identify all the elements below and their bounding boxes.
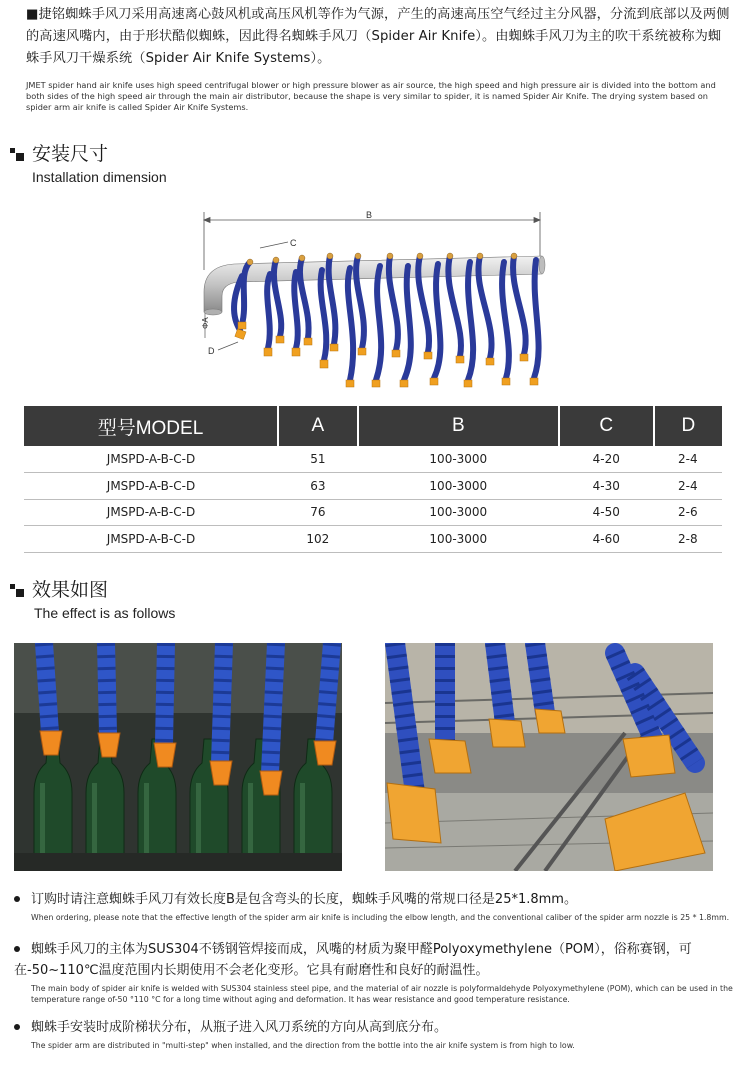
header-c: C: [559, 406, 654, 446]
cell-c: 4-50: [559, 499, 654, 526]
cell-d: 2-8: [654, 526, 722, 553]
cell-model: JMSPD-A-B-C-D: [24, 446, 278, 473]
header-a: A: [278, 406, 358, 446]
spider-air-knife-diagram: [190, 204, 560, 396]
cell-model: JMSPD-A-B-C-D: [24, 526, 278, 553]
intro-english-paragraph: JMET spider hand air knife uses high speed centrifugal blower or high pressure blower as air source, the high speed and high pressure air is divided into the bottom and both sides of the high speed air through the main air distributor, because the shape is very similar to spider, it is named Spider Air Knife. The drying system based on spider arm air knife is called Spider Air Knife Systems.: [26, 80, 716, 112]
note-cn: 蜘蛛手安装时成阶梯状分布，从瓶子进入风刀系统的方向从高到底分布。: [31, 1020, 448, 1035]
cell-d: 2-6: [654, 499, 722, 526]
install-title-cn: 安装尺寸: [32, 143, 109, 165]
spec-table: [24, 406, 722, 553]
effect-photo-conveyor: [385, 643, 713, 871]
cell-b: 100-3000: [358, 446, 559, 473]
bullet-icon: [14, 896, 20, 902]
section-marker-icon: [10, 148, 26, 162]
table-row: [24, 499, 722, 526]
note-installation-steps: [14, 1017, 744, 1052]
note-material: [14, 939, 744, 1005]
note-cn: 蜘蛛手风刀的主体为SUS304不锈钢管焊接而成，风嘴的材质为聚甲醛Polyoxymethylene（POM），俗称赛钢，可在-50~110℃温度范围内长期使用不会老化变形。它具有耐磨性和良好的耐温性。: [14, 942, 692, 978]
cell-c: 4-30: [559, 473, 654, 500]
spec-table-header-row: [24, 406, 722, 446]
install-section-heading: [10, 142, 108, 166]
intro-chinese-paragraph: ■捷铭蜘蛛手风刀采用高速离心鼓风机或高压风机等作为气源，产生的高速高压空气经过主分风器，分流到底部以及两侧的高速风嘴内，由于形状酷似蜘蛛，因此得名蜘蛛手风刀（Spider Air Knife）。由蜘蛛手风刀为主的吹干系统被称为蜘蛛手风刀干燥系统（Spider Air Knife Systems）。: [26, 7, 730, 66]
header-d: D: [654, 406, 722, 446]
cell-a: 102: [278, 526, 358, 553]
dimension-a-label: ΦA: [201, 317, 210, 329]
note-en: When ordering, please note that the effective length of the spider arm air knife is including the elbow length, and the conventional caliber of the spider arm nozzle is 25 * 1.8mm.: [31, 913, 730, 922]
cell-c: 4-60: [559, 526, 654, 553]
install-title-en: Installation dimension: [32, 169, 167, 185]
cell-model: JMSPD-A-B-C-D: [24, 473, 278, 500]
note-order-length: [14, 889, 744, 924]
note-en: The main body of spider air knife is welded with SUS304 stainless steel pipe, and the material of air nozzle is polyformaldehyde Polyoxymethylene (POM), which can be used in the temperature range of-50 °110 °C for a long time without aging and deformation. It has wear resistance and good temperature resistance.: [31, 984, 733, 1004]
table-row: [24, 446, 722, 473]
cell-a: 63: [278, 473, 358, 500]
effect-title-cn: 效果如图: [32, 579, 109, 601]
cell-b: 100-3000: [358, 473, 559, 500]
header-model: 型号MODEL: [24, 406, 278, 446]
effect-section-heading: [10, 578, 108, 602]
cell-c: 4-20: [559, 446, 654, 473]
cell-d: 2-4: [654, 473, 722, 500]
cell-model: JMSPD-A-B-C-D: [24, 499, 278, 526]
table-row: [24, 473, 722, 500]
header-b: B: [358, 406, 559, 446]
effect-photo-bottles: [14, 643, 342, 871]
dimension-d-label: D: [208, 346, 215, 356]
main-manifold-pipe: [204, 256, 542, 312]
table-row: [24, 526, 722, 553]
bullet-icon: [14, 1024, 20, 1030]
cell-b: 100-3000: [358, 499, 559, 526]
cell-d: 2-4: [654, 446, 722, 473]
cell-b: 100-3000: [358, 526, 559, 553]
section-marker-icon: [10, 584, 26, 598]
note-en: The spider arm are distributed in "multi-step" when installed, and the direction from the bottle into the air knife system is from high to low.: [31, 1041, 575, 1050]
bullet-icon: [14, 946, 20, 952]
note-cn: 订购时请注意蜘蛛手风刀有效长度B是包含弯头的长度，蜘蛛手风嘴的常规口径是25*1.8mm。: [31, 892, 577, 907]
dimension-c-label: C: [290, 238, 297, 248]
dimension-b-label: B: [366, 210, 373, 220]
effect-title-en: The effect is as follows: [34, 605, 176, 621]
cell-a: 76: [278, 499, 358, 526]
cell-a: 51: [278, 446, 358, 473]
